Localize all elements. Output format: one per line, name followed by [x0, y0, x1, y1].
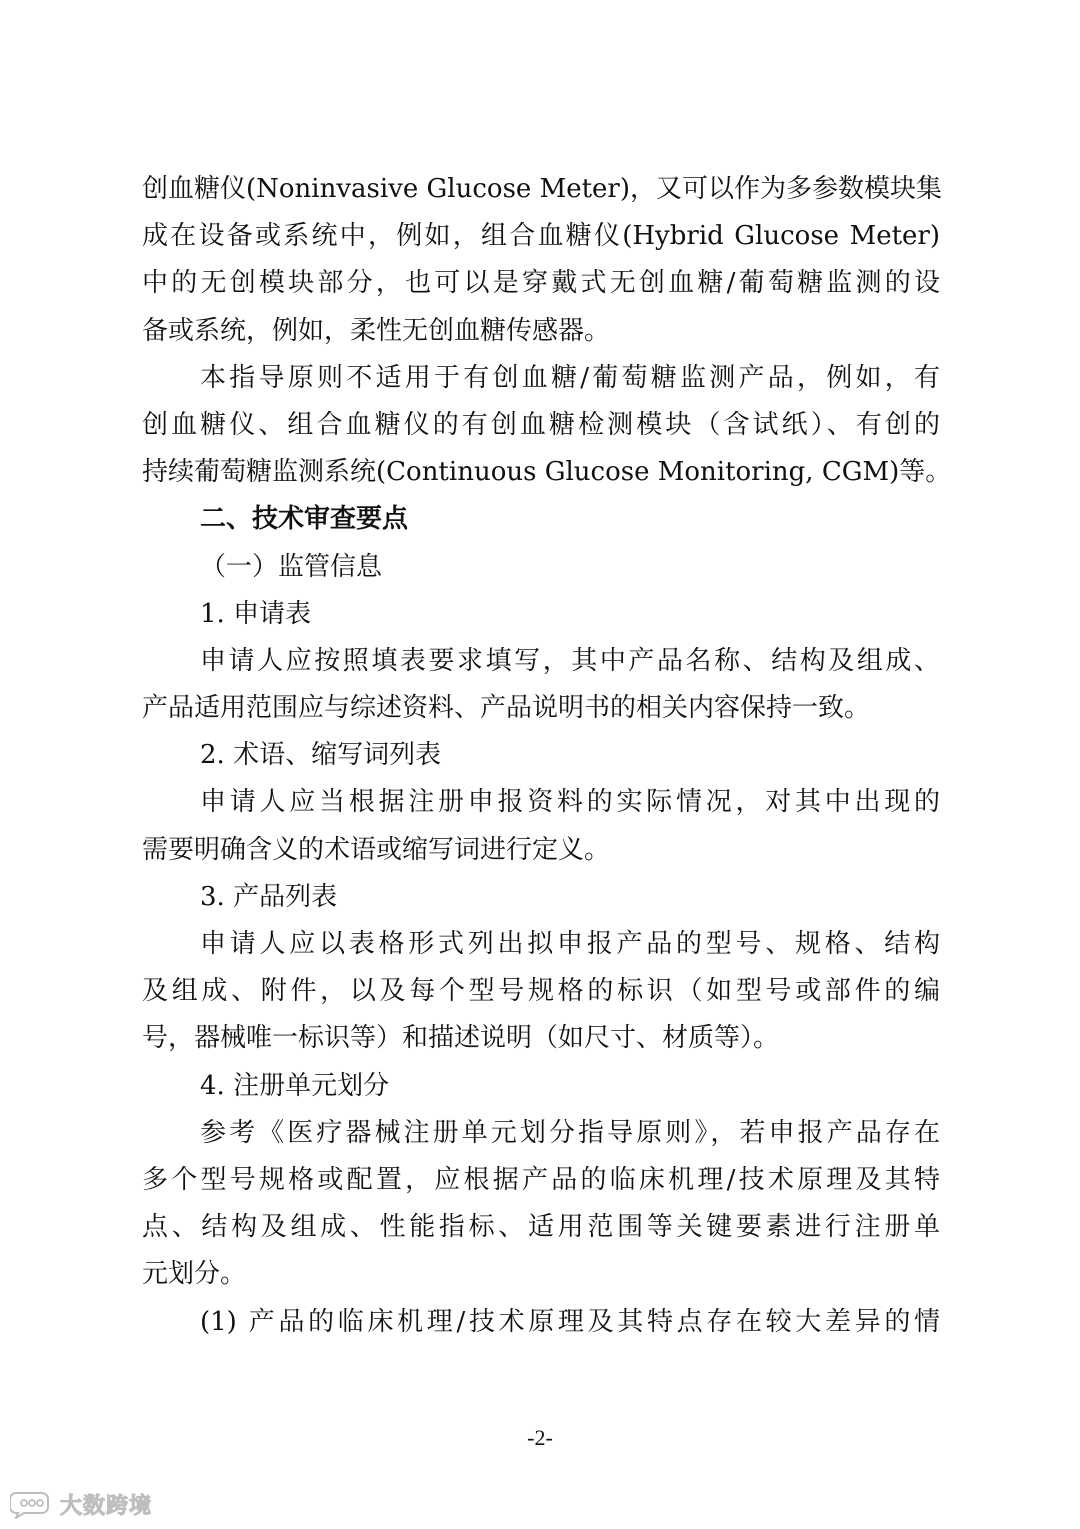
subsection-heading: （一）监管信息 [200, 551, 383, 582]
paragraph-line: 号，器械唯一标识等）和描述说明（如尺寸、材质等）。 [142, 1023, 780, 1054]
paragraph-line: 创血糖仪(Noninvasive Glucose Meter)，又可以作为多参数模块集 [142, 174, 942, 204]
item-heading: 3. 产品列表 [200, 881, 338, 912]
paragraph-line: 申请人应当根据注册申报资料的实际情况，对其中出现的 [200, 787, 940, 818]
paragraph-line: 成在设备或系统中，例如，组合血糖仪(Hybrid Glucose Meter) [142, 221, 940, 252]
document-body [142, 166, 952, 1346]
paragraph-line: 产品适用范围应与综述资料、产品说明书的相关内容保持一致。 [142, 693, 871, 724]
watermark-text: 大数跨境 [60, 1493, 153, 1519]
paragraph-line: 点、结构及组成、性能指标、适用范围等关键要素进行注册单 [142, 1212, 940, 1243]
paragraph-line: 本指导原则不适用于有创血糖/葡萄糖监测产品，例如，有 [200, 362, 940, 393]
paragraph-line: 创血糖仪、组合血糖仪的有创血糖检测模块（含试纸）、有创的 [142, 409, 940, 440]
paragraph-line: 元划分。 [142, 1259, 247, 1290]
section-heading: 二、技术审查要点 [200, 504, 409, 535]
paragraph-line: 备或系统，例如，柔性无创血糖传感器。 [142, 315, 611, 346]
paragraph-line: 申请人应按照填表要求填写，其中产品名称、结构及组成、 [200, 645, 940, 676]
paragraph-line: 持续葡萄糖监测系统(Continuous Glucose Monitoring, CGM)等。 [142, 457, 952, 488]
chat-bubble-logo-icon [10, 1489, 54, 1519]
paragraph-line: 中的无创模块部分，也可以是穿戴式无创血糖/葡萄糖监测的设 [142, 268, 940, 299]
paragraph-line: 需要明确含义的术语或缩写词进行定义。 [142, 834, 611, 865]
paragraph-line: 申请人应以表格形式列出拟申报产品的型号、规格、结构 [200, 929, 940, 959]
watermark [10, 1487, 152, 1521]
item-heading: 4. 注册单元划分 [200, 1070, 390, 1101]
page-number: -2- [527, 1425, 553, 1450]
paragraph-line: 多个型号规格或配置，应根据产品的临床机理/技术原理及其特 [142, 1164, 940, 1195]
paragraph-line: 参考《医疗器械注册单元划分指导原则》，若申报产品存在 [200, 1117, 940, 1148]
item-heading: 2. 术语、缩写词列表 [200, 740, 442, 771]
item-heading: 1. 申请表 [200, 598, 312, 629]
paragraph-line: (1) 产品的临床机理/技术原理及其特点存在较大差异的情 [200, 1306, 940, 1337]
paragraph-line: 及组成、附件，以及每个型号规格的标识（如型号或部件的编 [142, 976, 940, 1007]
